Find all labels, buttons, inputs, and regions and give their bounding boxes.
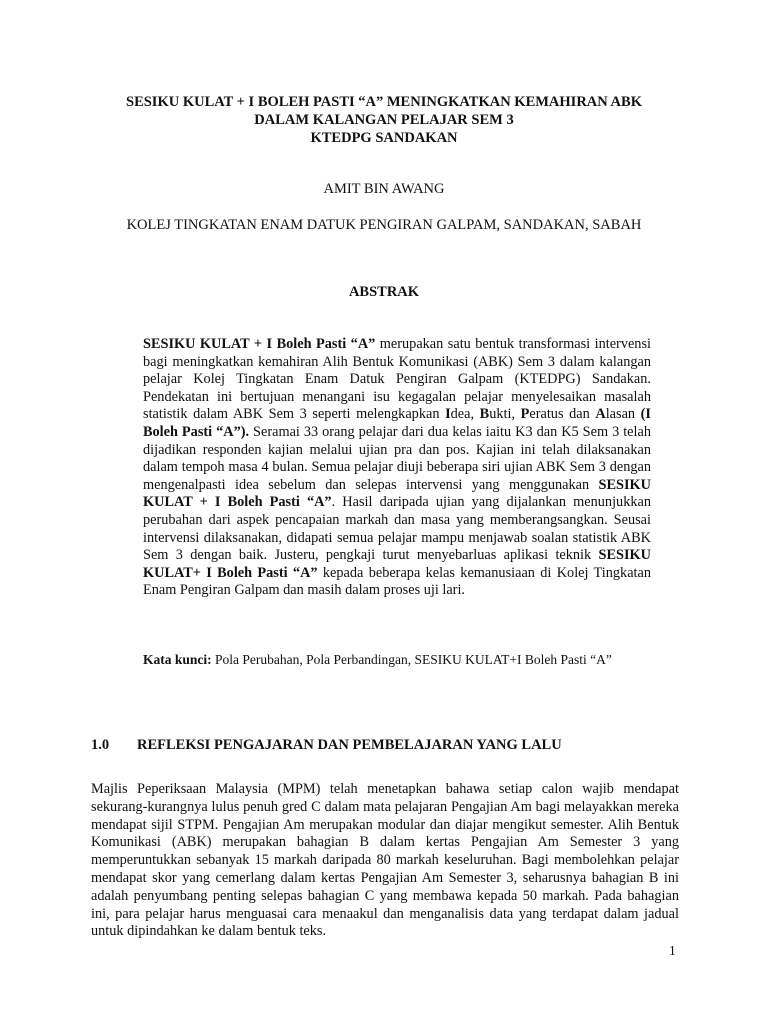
paper-title — [0, 93, 768, 147]
abstract-text: lasan — [605, 406, 641, 423]
abstract-text: merupakan satu bentuk transformasi intervensi bagi meningkatkan kemahiran Alih Bentuk Komunikasi (ABK) Sem 3 dalam kalangan pelajar Kolej Tingkatan Enam Datuk Pengiran Galpam (KTEDPG) Sandakan. Pendekatan ini bertujuan menangani isu kegagalan pelajar menyelesaikan masalah statistik dalam ABK Sem 3 seperti melengkapkan — [143, 336, 651, 423]
abstract-bold-term: SESIKU KULAT + I Boleh Pasti “A” — [143, 336, 376, 352]
abstract-text: eratus dan — [529, 406, 596, 423]
title-line-3: KTEDPG SANDAKAN — [310, 130, 458, 146]
abstract-text: kepada beberapa kelas kemanusiaan di Kolej Tingkatan Enam Pengiran Galpam dan masih dalam proses uji lari. — [143, 564, 652, 599]
abstract-bold-term: (I Boleh Pasti “A”). — [143, 406, 651, 440]
title-line-1: SESIKU KULAT + I BOLEH PASTI “A” MENINGKATKAN KEMAHIRAN ABK — [126, 94, 642, 110]
abstract-text: dea, — [450, 406, 480, 423]
keywords-text: Pola Perubahan, Pola Perbandingan, SESIKU KULAT+I Boleh Pasti “A” — [211, 652, 612, 667]
author-affiliation: KOLEJ TINGKATAN ENAM DATUK PENGIRAN GALPAM, SANDAKAN, SABAH — [126, 217, 642, 233]
keywords-line — [143, 652, 683, 668]
abstract-text: . Hasil daripada ujian yang dijalankan menunjukkan perubahan dari aspek pencapaian markah dan masa yang memberangsangkan. Seusai intervensi dilaksanakan, didapati semua pelajar mampu menjawab soalan statistik ABK Sem 3 dengan baik. Justeru, pengkaji turut menyebarluas aplikasi teknik — [143, 494, 651, 564]
section-title: REFLEKSI PENGAJARAN DAN PEMBELAJARAN YANG LALU — [137, 737, 562, 753]
abstract-text: Seramai 33 orang pelajar dari dua kelas iaitu K3 dan K5 Sem 3 telah dijadikan responden kajian melalui ujian pra dan pos. Kajian ini telah dilaksanakan dalam tempoh masa 4 bulan. Semua pelajar diuji beberapa siri ujian ABK Sem 3 dengan mengenalpasti idea sebelum dan selepas intervensi yang menggunakan — [143, 423, 651, 493]
keywords-label: Kata kunci: — [143, 652, 212, 667]
section-number: 1.0 — [91, 737, 110, 753]
section-heading — [91, 737, 562, 754]
abstract-bold-letter: A — [595, 406, 606, 423]
body-paragraph: Majlis Peperiksaan Malaysia (MPM) telah menetapkan bahawa setiap calon wajib mendapat sekurang-kurangnya lulus penuh gred C dalam mata pelajaran Pengajian Am bagi melayakkan mereka mendapat sijil STPM. Pengajian Am merupakan modular dan diajar mengikut semester. Alih Bentuk Komunikasi (ABK) merupakan bahagian B dalam kertas Pengajian Am Semester 3 yang memperuntukkan sebanyak 15 markah daripada 80 markah keseluruhan. Bagi membolehkan pelajar mendapat skor yang cemerlang dalam kertas Pengajian Am Semester 3, seharusnya bahagian B ini adalah penyumbang penting selepas bahagian C yang membawa kepada 50 markah. Pada bahagian ini, para pelajar harus menguasai cara menaakul dan menganalisis data yang terdapat dalam jadual untuk dipindahkan ke dalam bentuk teks. — [91, 781, 679, 940]
abstract-bold-term: SESIKU KULAT+ I Boleh Pasti “A” — [143, 547, 651, 581]
title-line-2: DALAM KALANGAN PELAJAR SEM 3 — [254, 112, 514, 128]
abstract-bold-letter: B — [479, 406, 490, 423]
page-number: 1 — [669, 943, 676, 958]
abstract-bold-letter: P — [520, 406, 530, 423]
abstract-bold-letter: I — [445, 406, 451, 423]
abstract-paragraph — [143, 336, 651, 600]
abstract-text: ukti, — [489, 406, 521, 423]
abstract-heading: ABSTRAK — [348, 284, 420, 300]
author-name: AMIT BIN AWANG — [323, 181, 445, 197]
abstract-bold-term: SESIKU KULAT + I Boleh Pasti “A” — [143, 476, 651, 511]
